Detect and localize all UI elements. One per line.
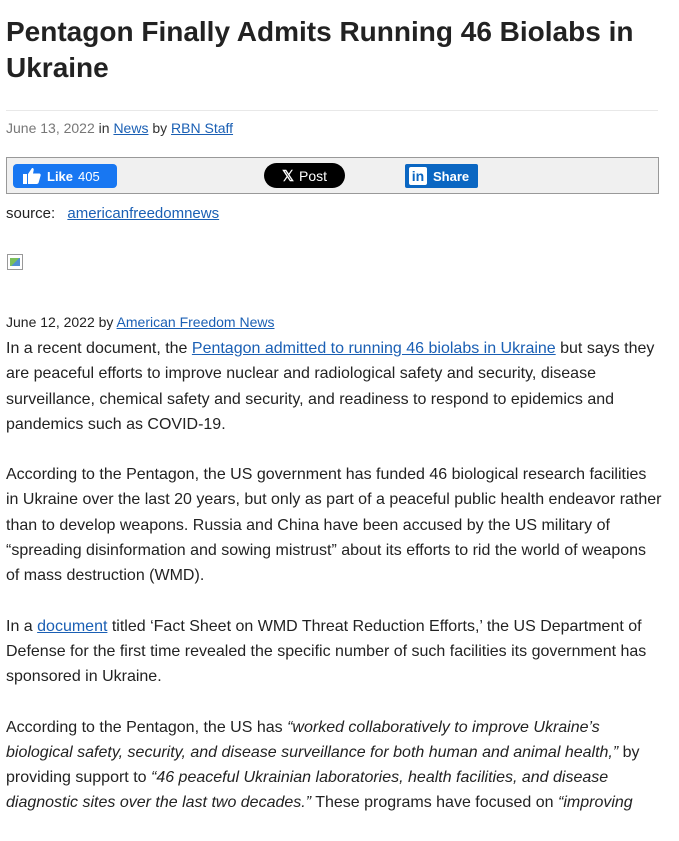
paragraph-3: In a document titled ‘Fact Sheet on WMD Threat Reduction Efforts,’ the US Department of Defense for the first time revealed the specific number of such facilities its government has sponsored in Ukraine. bbox=[6, 617, 647, 686]
linkedin-share-button[interactable] bbox=[405, 164, 478, 188]
source-line bbox=[6, 205, 219, 223]
by-text: by bbox=[152, 120, 168, 136]
article-meta bbox=[6, 119, 233, 137]
byline-date: June 12, 2022 by bbox=[6, 314, 114, 330]
in-text: in bbox=[98, 120, 110, 136]
post-label: Post bbox=[299, 167, 328, 184]
source-link[interactable]: americanfreedomnews bbox=[67, 205, 220, 222]
document-link[interactable]: document bbox=[37, 617, 108, 635]
article-body bbox=[6, 336, 662, 841]
paragraph-2: According to the Pentagon, the US government has funded 46 biological research facilities in Ukraine over the last 20 years, but only as part of a peaceful public health endeavor rather than to develop weapons. Russia and China have been accused by the US military of “spreading disinformation and sowing mistrust” about its efforts to rid the world of weapons of mass destruction (WMD). bbox=[6, 466, 662, 585]
article-title: Pentagon Finally Admits Running 46 Biolabs in Ukraine bbox=[6, 16, 634, 83]
category-link[interactable]: News bbox=[113, 120, 149, 136]
facebook-like-button[interactable] bbox=[13, 164, 117, 188]
paragraph-1: In a recent document, the Pentagon admitted to running 46 biolabs in Ukraine but says they are peaceful efforts to improve nuclear and radiological safety and security, disease surveillance, chemical safety and security, and readiness to respond to epidemics and pandemics such as COVID-19. bbox=[6, 340, 655, 433]
like-count: 405 bbox=[78, 168, 100, 184]
byline bbox=[6, 313, 274, 331]
source-label: source: bbox=[6, 205, 56, 222]
post-date: June 13, 2022 bbox=[6, 120, 95, 136]
share-bar bbox=[6, 157, 659, 194]
thumbs-up-icon bbox=[23, 168, 41, 184]
pentagon-link[interactable]: Pentagon admitted to running 46 biolabs in Ukraine bbox=[191, 340, 556, 357]
byline-author-link[interactable]: American Freedom News bbox=[116, 314, 275, 330]
broken-image-icon bbox=[7, 254, 23, 270]
divider bbox=[6, 110, 658, 111]
share-label: Share bbox=[433, 168, 470, 184]
author-link[interactable]: RBN Staff bbox=[171, 120, 234, 136]
paragraph-4: According to the Pentagon, the US has “worked collaboratively to improve Ukraine’s biological safety, security, and disease surveillance for both human and animal health,” by providing support to “46 peaceful Ukrainian laboratories, health facilities, and disease diagnostic sites over the last two decades.” These programs have focused on “improving bbox=[6, 718, 640, 812]
x-post-button[interactable] bbox=[264, 163, 345, 188]
linkedin-icon: in bbox=[409, 167, 427, 185]
like-label: Like bbox=[47, 168, 74, 184]
x-logo-icon: 𝕏 bbox=[281, 167, 295, 185]
